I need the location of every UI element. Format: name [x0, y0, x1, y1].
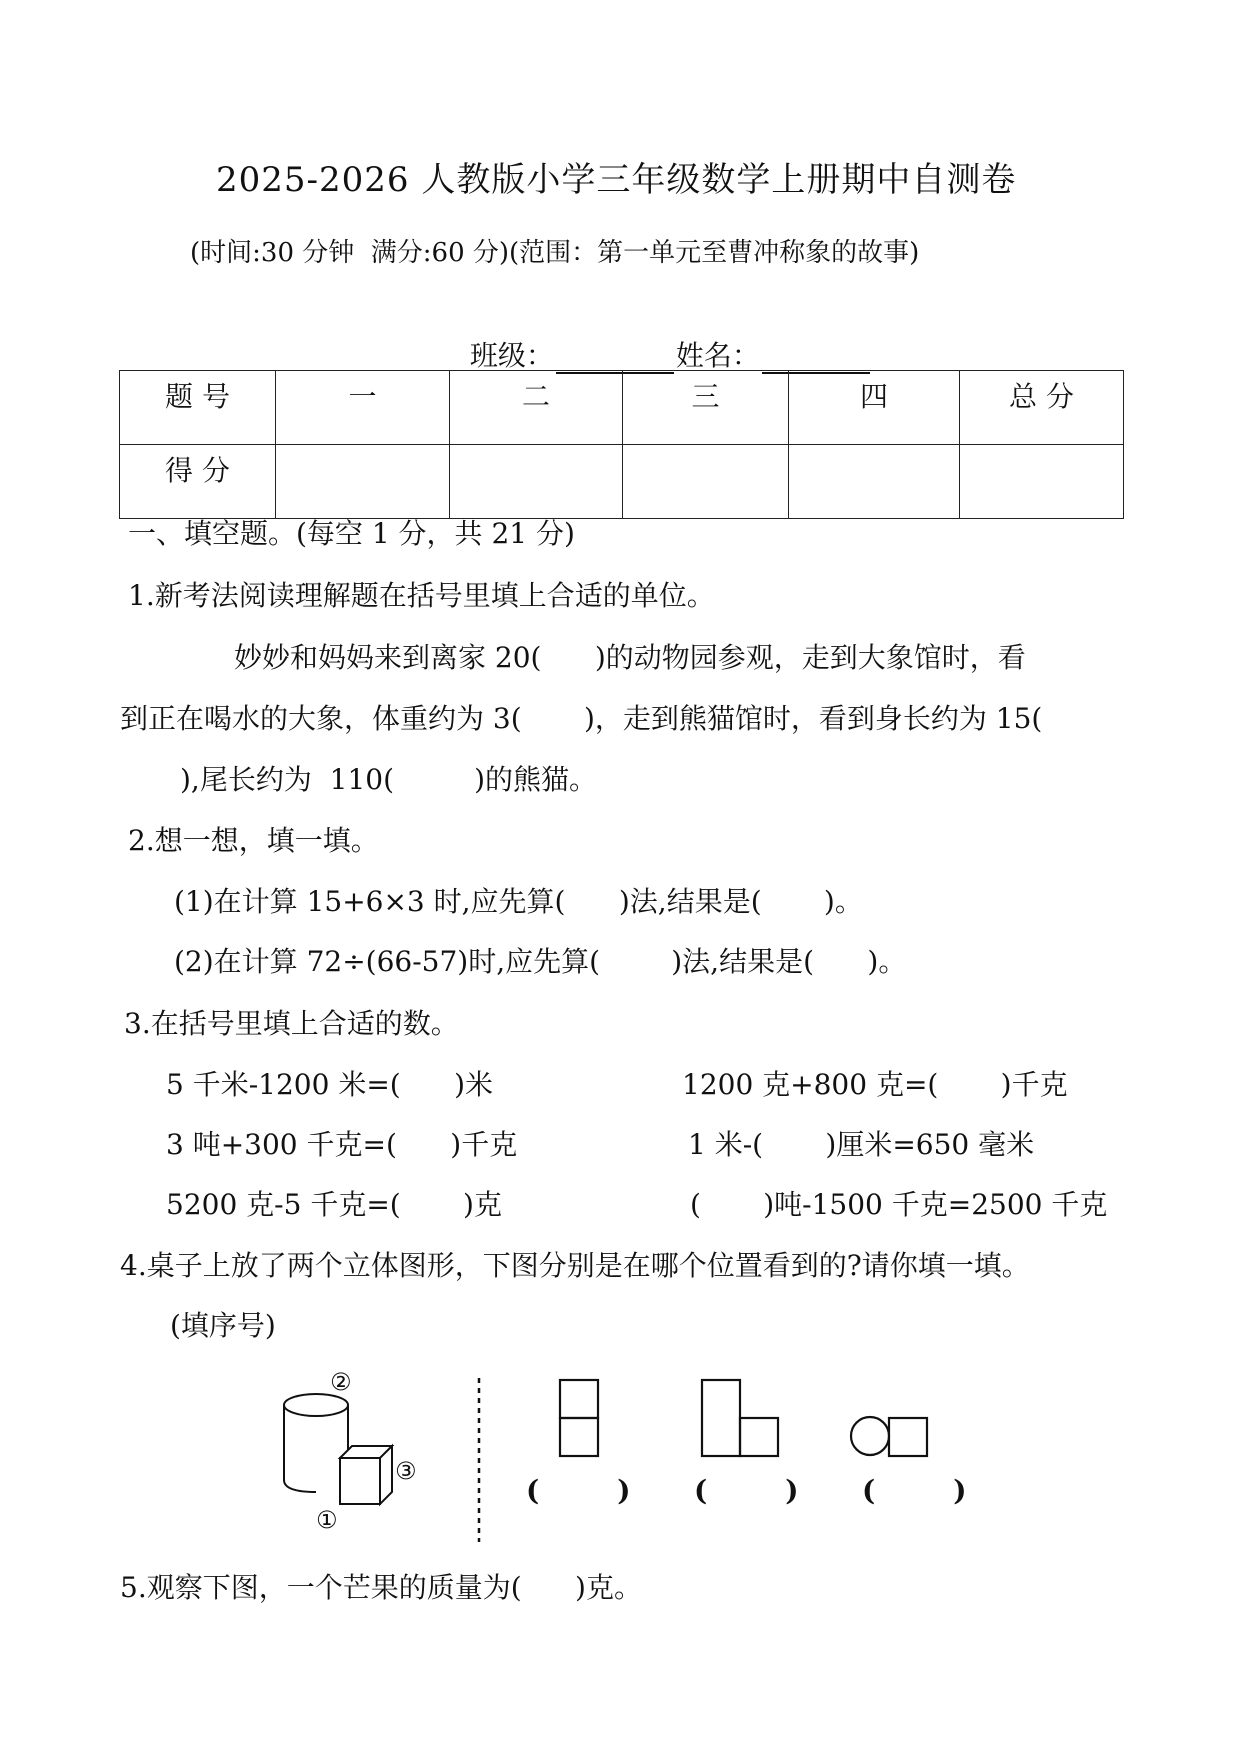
- question-4-note: (填序号): [170, 1309, 276, 1342]
- score-header-cell: 三: [623, 371, 789, 445]
- score-cell[interactable]: [450, 445, 623, 519]
- solids-figure: [270, 1368, 440, 1534]
- section-heading: 一、填空题。(每空 1 分，共 21 分): [128, 517, 575, 550]
- question-3-left-3: 5200 克-5 千克=( )克: [166, 1188, 502, 1221]
- question-2-prompt: 2.想一想，填一填。: [128, 824, 379, 857]
- question-3-left-2: 3 吨+300 千克=( )千克: [166, 1128, 518, 1161]
- cylinder-top: [284, 1394, 348, 1416]
- question-3-right-1: 1200 克+800 克=( )千克: [682, 1068, 1068, 1101]
- question-2-sub-1: (1)在计算 15+6×3 时,应先算( )法,结果是( )。: [174, 885, 863, 918]
- score-header-cell: 题 号: [120, 371, 276, 445]
- class-label: 班级：: [469, 339, 554, 372]
- view-marker-front: ①: [316, 1506, 338, 1534]
- answer-bracket-1[interactable]: ( ): [526, 1474, 631, 1507]
- view-b-tall-rect-and-square: [702, 1380, 778, 1456]
- view-shapes: [540, 1376, 960, 1466]
- question-3-right-2: 1 米-( )厘米=650 毫米: [688, 1128, 1035, 1161]
- question-1-prompt: 1.新考法阅读理解题在括号里填上合适的单位。: [128, 579, 715, 612]
- question-1-line-2: 到正在喝水的大象，体重约为 3( )，走到熊猫馆时，看到身长约为 15(: [120, 702, 1043, 735]
- score-header-cell: 二: [450, 371, 623, 445]
- score-cell[interactable]: [623, 445, 789, 519]
- view-marker-right: ③: [395, 1457, 417, 1485]
- score-table: [119, 370, 1124, 519]
- question-1-line-3: ),尾长约为 110( )的熊猫。: [180, 763, 598, 796]
- cube-front: [340, 1458, 380, 1504]
- question-2-sub-2: (2)在计算 72÷(66-57)时,应先算( )法,结果是( )。: [174, 945, 907, 978]
- exam-subtitle: (时间:30 分钟 满分:60 分)(范围：第一单元至曹冲称象的故事): [190, 238, 920, 268]
- view-marker-top: ②: [330, 1368, 352, 1396]
- score-header-cell: 一: [276, 371, 450, 445]
- student-info: [452, 301, 872, 374]
- view-c-circle-and-square: [851, 1417, 927, 1456]
- score-cell[interactable]: [960, 445, 1124, 519]
- score-row-label: 得 分: [120, 445, 276, 519]
- question-3-right-3: ( )吨-1500 千克=2500 千克: [690, 1188, 1108, 1221]
- score-table-header-row: [120, 371, 1124, 445]
- score-header-cell: 总 分: [960, 371, 1124, 445]
- page-title: 2025-2026 人教版小学三年级数学上册期中自测卷: [216, 160, 1017, 200]
- question-4-prompt: 4.桌子上放了两个立体图形，下图分别是在哪个位置看到的?请你填一填。: [120, 1249, 1030, 1282]
- score-table-score-row: [120, 445, 1124, 519]
- score-cell[interactable]: [276, 445, 450, 519]
- question-5-prompt: 5.观察下图，一个芒果的质量为( )克。: [120, 1571, 642, 1604]
- name-label: 姓名：: [675, 339, 760, 372]
- question-3-prompt: 3.在括号里填上合适的数。: [124, 1007, 459, 1040]
- answer-bracket-3[interactable]: ( ): [862, 1474, 967, 1507]
- question-1-line-1: 妙妙和妈妈来到离家 20( )的动物园参观，走到大象馆时，看: [234, 641, 1026, 674]
- score-header-cell: 四: [789, 371, 960, 445]
- dashed-divider: [476, 1378, 482, 1542]
- view-a-stacked-squares: [560, 1380, 598, 1456]
- score-cell[interactable]: [789, 445, 960, 519]
- answer-bracket-2[interactable]: ( ): [694, 1474, 799, 1507]
- question-3-left-1: 5 千米-1200 米=( )米: [166, 1068, 494, 1101]
